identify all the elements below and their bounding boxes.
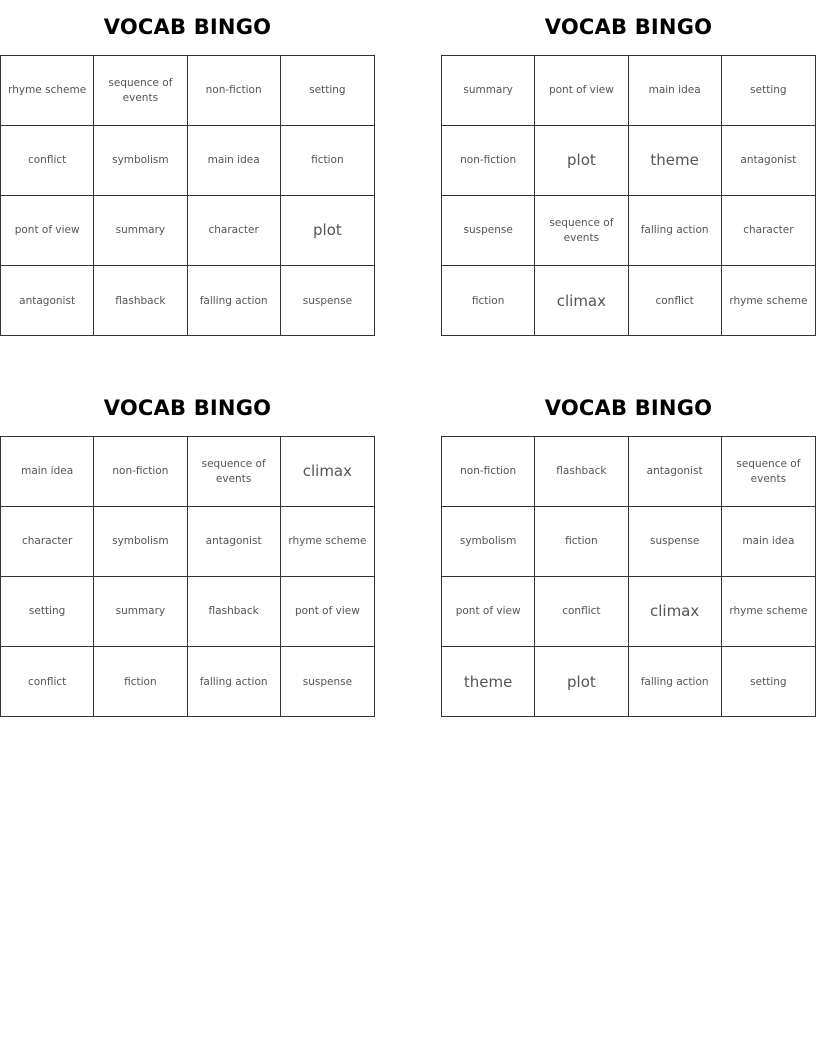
bingo-cell: conflict — [535, 577, 628, 647]
bingo-cell: summary — [94, 577, 187, 647]
bingo-cell: character — [722, 196, 815, 266]
bingo-cell: setting — [722, 56, 815, 126]
bingo-cell: falling action — [188, 647, 281, 717]
bingo-cell: rhyme scheme — [1, 56, 94, 126]
bingo-cell: antagonist — [722, 126, 815, 196]
bingo-cell: conflict — [629, 266, 722, 336]
bingo-cell: non-fiction — [442, 437, 535, 507]
bingo-card-1 — [0, 0, 375, 336]
bingo-cell: conflict — [1, 126, 94, 196]
bingo-cell: sequence of events — [535, 196, 628, 266]
bingo-cell: flashback — [535, 437, 628, 507]
bingo-cell: suspense — [302, 294, 353, 307]
bingo-cell: pont of view — [281, 577, 374, 647]
bingo-grid — [441, 55, 816, 336]
bingo-cell: pont of view — [535, 56, 628, 126]
bingo-cell: plot — [535, 126, 628, 196]
bingo-card-2 — [441, 0, 816, 336]
bingo-cell: fiction — [281, 126, 374, 196]
bingo-cell: conflict — [1, 647, 94, 717]
bingo-cell: main idea — [188, 126, 281, 196]
bingo-cell: suspense — [302, 675, 353, 688]
bingo-cell: flashback — [94, 266, 187, 336]
bingo-cell: rhyme scheme — [722, 577, 815, 647]
bingo-cell: theme — [629, 126, 722, 196]
bingo-cell: symbolism — [94, 507, 187, 577]
bingo-grid — [0, 436, 375, 717]
card-title: VOCAB BINGO — [544, 15, 713, 39]
bingo-cell: theme — [442, 647, 535, 717]
card-title: VOCAB BINGO — [103, 15, 272, 39]
bingo-cell: fiction — [442, 266, 535, 336]
bingo-cell: antagonist — [188, 507, 281, 577]
bingo-cell: antagonist — [629, 437, 722, 507]
bingo-cell: summary — [442, 56, 535, 126]
bingo-cell: climax — [281, 437, 374, 507]
bingo-cell: pont of view — [442, 577, 535, 647]
bingo-cell: setting — [1, 577, 94, 647]
bingo-cell: main idea — [629, 56, 722, 126]
bingo-cell: sequence of events — [722, 437, 815, 507]
bingo-cell: non-fiction — [188, 56, 281, 126]
bingo-grid — [0, 55, 375, 336]
bingo-cell: flashback — [188, 577, 281, 647]
bingo-cell: climax — [535, 266, 628, 336]
bingo-cell: sequence of events — [188, 437, 281, 507]
bingo-grid — [441, 436, 816, 717]
bingo-cell: fiction — [535, 507, 628, 577]
bingo-cell: sequence of events — [94, 56, 187, 126]
bingo-cell: character — [188, 196, 281, 266]
bingo-cell: suspense — [442, 196, 535, 266]
bingo-cell: non-fiction — [94, 437, 187, 507]
bingo-cell: main idea — [722, 507, 815, 577]
bingo-cell: plot — [535, 647, 628, 717]
bingo-card-3 — [0, 381, 375, 717]
bingo-cell: plot — [281, 196, 374, 266]
bingo-cell: suspense — [629, 507, 722, 577]
bingo-cell: summary — [94, 196, 187, 266]
bingo-cell: falling action — [188, 266, 281, 336]
bingo-cell: climax — [629, 577, 722, 647]
bingo-cell: symbolism — [442, 507, 535, 577]
bingo-card-4 — [441, 381, 816, 717]
bingo-cell: character — [1, 507, 94, 577]
bingo-cell: setting — [750, 675, 787, 688]
bingo-cell: falling action — [629, 196, 722, 266]
bingo-cell: fiction — [94, 647, 187, 717]
bingo-cell: falling action — [629, 647, 722, 717]
bingo-cell: antagonist — [1, 266, 94, 336]
bingo-cell: non-fiction — [442, 126, 535, 196]
bingo-cell: symbolism — [94, 126, 187, 196]
bingo-cell: pont of view — [1, 196, 94, 266]
bingo-cell: rhyme scheme — [729, 294, 808, 307]
card-title: VOCAB BINGO — [544, 396, 713, 420]
bingo-cell: setting — [281, 56, 374, 126]
bingo-cell: main idea — [1, 437, 94, 507]
card-title: VOCAB BINGO — [103, 396, 272, 420]
bingo-cell: rhyme scheme — [281, 507, 374, 577]
